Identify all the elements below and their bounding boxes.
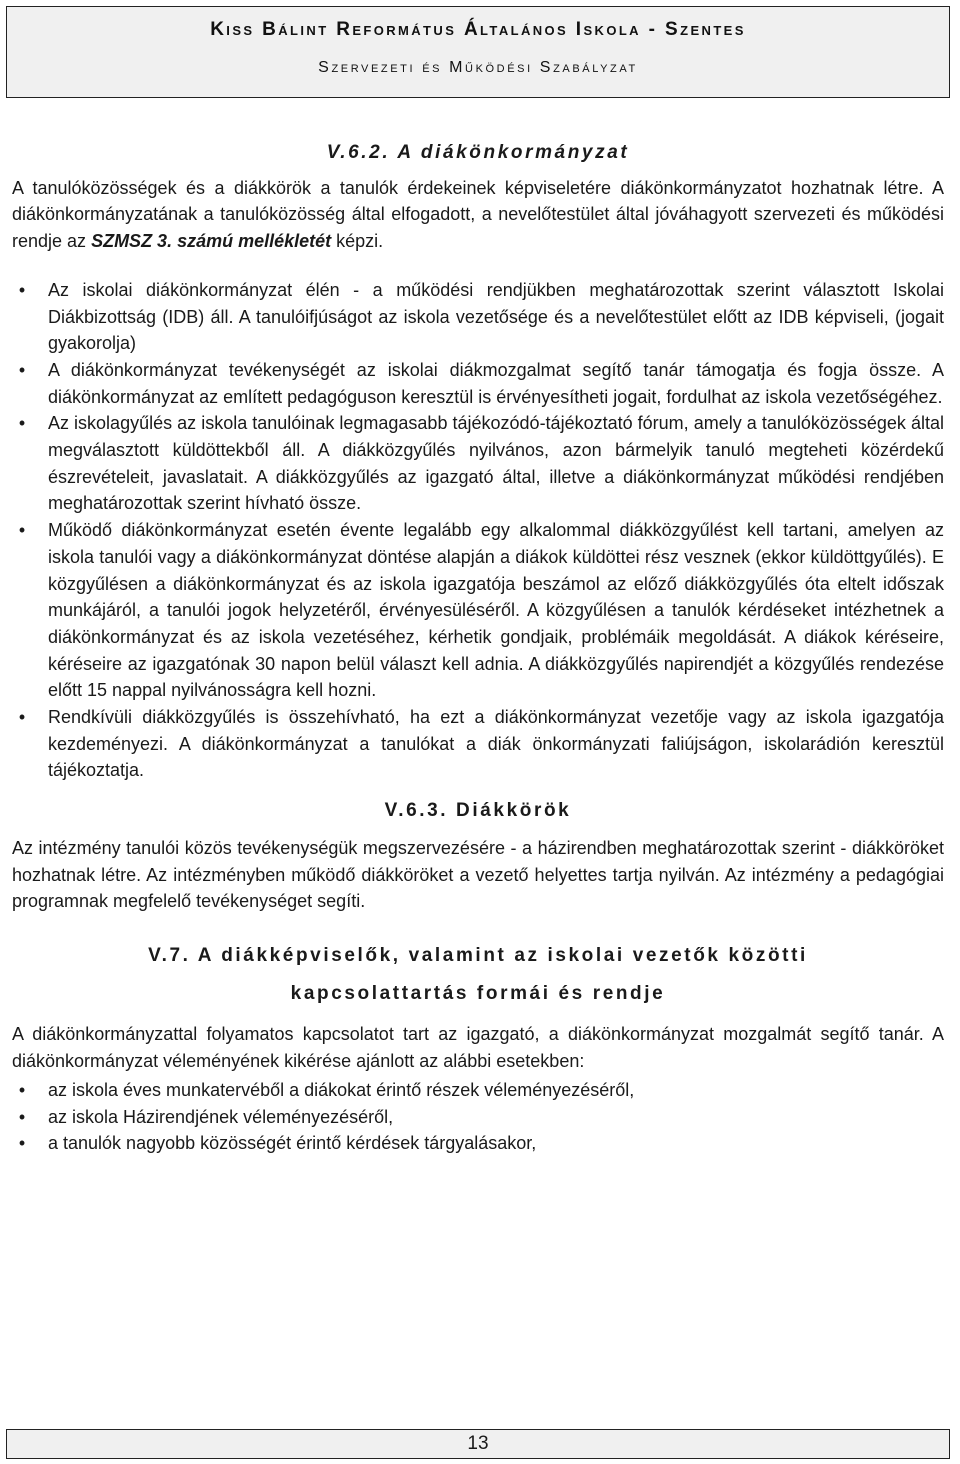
document-body [12,140,944,1157]
page-number: 13 [467,1433,489,1454]
list-item-text: Az iskolai diákönkormányzat élén - a működési rendjükben meghatározottak szerint választott Iskolai Diákbizottság (IDB) áll. A tanulóifjúságot az iskola vezetősége és a nevelőtestület előtt az IDB képviseli, (jogait gyakorolja) [48,279,944,354]
bullet-icon: • [18,1133,26,1154]
intro-text: A tanulóközösségek és a diákkörök a tanulók érdekeinek képviseletére diákönkormányzatot hozhatnak létre. A diákönkormányzatának a tanulóközösség által elfogadott, a nevelőtestület által jóváhagyott szervezeti és működési rendje az [12,177,944,252]
bullet-icon: • [18,520,26,541]
v63-paragraph: Az intézmény tanulói közös tevékenységük megszervezésére - a házirendben meghatározottak szerint - diákköröket hozhatnak létre. Az intézményben működő diákköröket a vezető helyettes tartja nyilván. Az intézmény a pedagógiai programnak megfelelő tevékenységet segíti. [12,837,944,912]
list-item-text: a tanulók nagyobb közösségét érintő kérdések tárgyalásakor, [48,1133,537,1154]
bullet-icon: • [18,1079,26,1100]
section-heading-v7-line2: kapcsolattartás formái és rendje [290,982,666,1004]
list-item [12,1104,944,1131]
section-heading-v63: V.6.3. Diákkörök [384,800,572,822]
intro-text-end: képzi. [331,231,384,252]
list-item-text: az iskola éves munkatervéből a diákokat érintő részek véleményezéséről, [48,1079,635,1100]
intro-bold-reference: SZMSZ 3. számú mellékletét [91,231,332,252]
list-item-text: A diákönkormányzat tevékenységét az iskolai diákmozgalmat segítő tanár támogatja és fogja össze. A diákönkormányzat az említett pedagóguson keresztül is érvényesítheti jogait, fordulhat az iskola vezetőségéhez. [48,359,944,407]
page-header [6,6,950,98]
list-item [12,357,944,410]
bullet-icon: • [18,1106,26,1127]
list-item [12,517,944,704]
page-footer [6,1429,950,1459]
list-item [12,277,944,357]
document-title: Szervezeti és Működési Szabályzat [318,59,638,76]
v62-bullet-list [12,277,944,784]
bullet-icon: • [18,413,26,434]
bullet-icon: • [18,707,26,728]
list-item [12,1130,944,1157]
list-item-text: Az iskolagyűlés az iskola tanulóinak legmagasabb tájékozódó-tájékoztató fórum, amely a tanulóközösségek által megválasztott küldöttekből áll. A diákközgyűlés nyilvános, azon bármelyik tanuló megteheti közérdekű észrevételeit, javaslatait. A diákközgyűlés az igazgató által, illetve a diákönkormányzat működési rendjében meghatározottak szerint hívható össze. [48,413,944,514]
list-item [12,1077,944,1104]
section-heading-v62: V.6.2. A diákönkormányzat [326,142,630,163]
list-item-text: Működő diákönkormányzat esetén évente legalább egy alkalommal diákközgyűlést kell tartani, amelyen az iskola tanulói vagy a diákönkormányzat döntése alapján a diákok küldöttei rész vesznek (ekkor küldöttgyűlés). E közgyűlésen a diákönkormányzat és az iskola igazgatója beszámol az előző diákközgyűlés óta eltelt időszak munkájáról, a tanulói jogok helyzetéről, érvényesüléséről. A közgyűlésen a tanulók kérdéseket intézhetnek a diákönkormányzat és az iskola vezetéséhez, kérhetik gondjaik, problémáik megoldását. A diákok kéréseire, kéréseire az igazgatónak 30 napon belül választ kell adnia. A diákközgyűlés napirendjét a közgyűlés rendezése előtt 15 nappal nyilvánosságra kell hozni. [48,520,944,701]
list-item-text: az iskola Házirendjének véleményezéséről, [48,1106,394,1127]
intro-paragraph [12,175,944,255]
list-item [12,410,944,517]
list-item-text: Rendkívüli diákközgyűlés is összehívható, ha ezt a diákönkormányzat vezetője vagy az iskola igazgatója kezdeményezi. A diákönkormányzat a tanulókat a diák önkormányzati faliújságon, iskolarádión keresztül tájékoztatja. [48,707,944,781]
v7-bullet-list [12,1077,944,1157]
section-heading-v7-line1: V.7. A diákképviselők, valamint az iskolai vezetők közötti [148,944,808,966]
v7-paragraph: A diákönkormányzattal folyamatos kapcsolatot tart az igazgató, a diákönkormányzat mozgalmát segítő tanár. A diákönkormányzat véleményének kikérése ajánlott az alábbi esetekben: [12,1024,944,1072]
school-name: Kiss Bálint Református Általános Iskola - Szentes [210,19,746,40]
bullet-icon: • [18,279,26,300]
list-item [12,704,944,784]
bullet-icon: • [18,359,26,380]
